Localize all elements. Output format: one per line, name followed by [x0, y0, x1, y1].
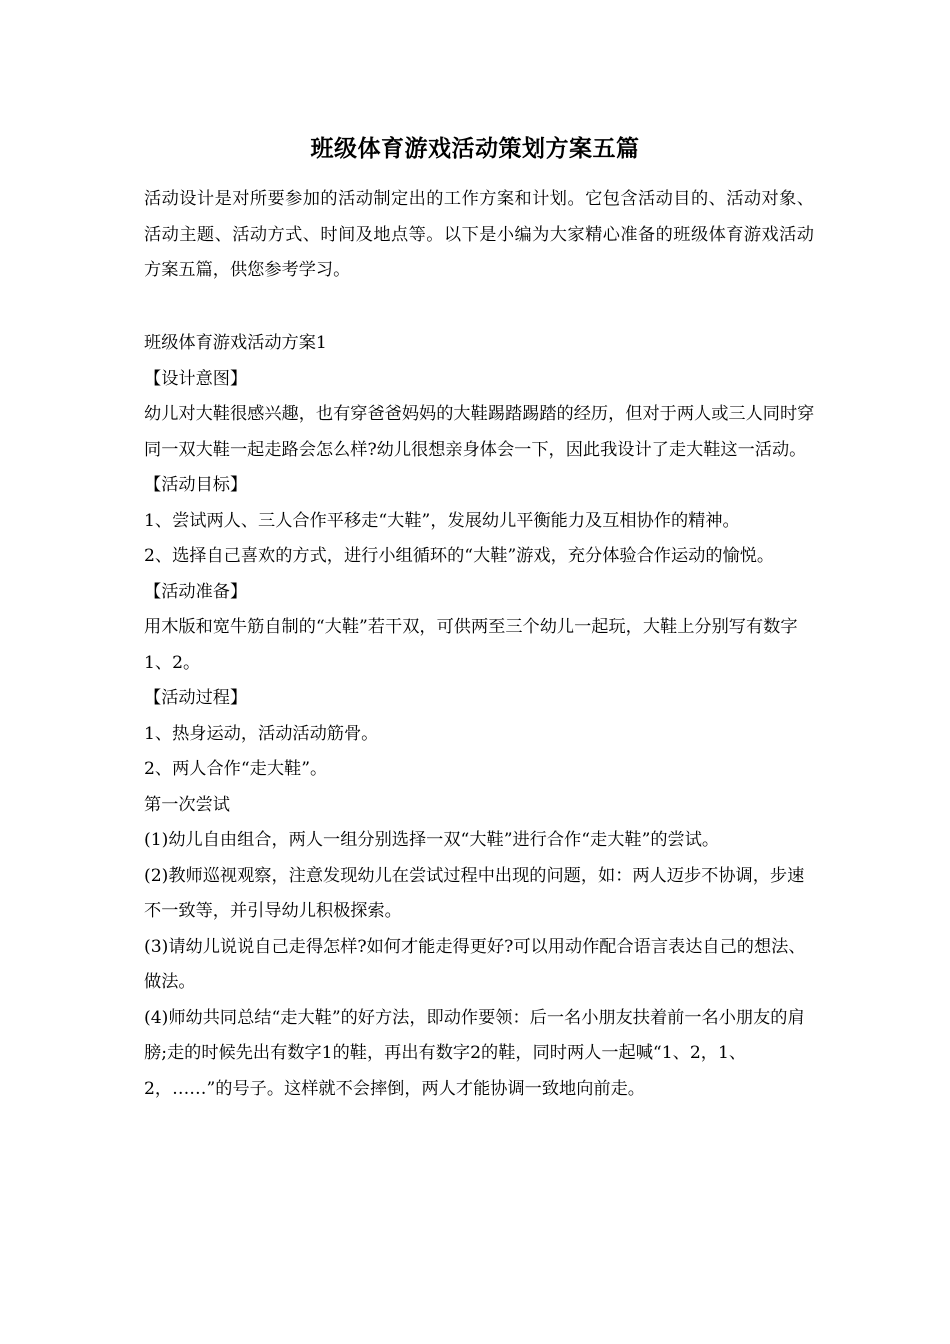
body-paragraph: 第一次尝试 [144, 794, 230, 815]
body-paragraph: 2、选择自己喜欢的方式，进行小组循环的“大鞋”游戏，充分体验合作运动的愉悦。 [144, 546, 775, 566]
body-paragraph: (4)师幼共同总结“走大鞋”的好方法，即动作要领：后一名小朋友扶着前一名小朋友的肩膀;走的时候先出有数字1的鞋，再出有数字2的鞋，同时两人一起喊“1、2，1、2，……”的号子。这样就不会摔倒，两人才能协调一致地向前走。 [144, 1007, 805, 1099]
body-paragraph: 1、尝试两人、三人合作平移走“大鞋”，发展幼儿平衡能力及互相协作的精神。 [144, 510, 740, 531]
subheading-process: 【活动过程】 [144, 688, 248, 708]
subheading-preparation: 【活动准备】 [144, 581, 248, 602]
body-paragraph: (1)幼儿自由组合，两人一组分别选择一双“大鞋”进行合作“走大鞋”的尝试。 [144, 830, 720, 850]
body-paragraph: (3)请幼儿说说自己走得怎样?如何才能走得更好?可以用动作配合语言表达自己的想法、做法。 [144, 936, 806, 992]
body-paragraph: 1、热身运动，活动活动筋骨。 [144, 723, 379, 744]
body-paragraph: 用木版和宽牛筋自制的“大鞋”若干双，可供两至三个幼儿一起玩，大鞋上分别写有数字1、2。 [144, 617, 798, 673]
body-paragraph: 幼儿对大鞋很感兴趣，也有穿爸爸妈妈的大鞋踢踏踢踏的经历，但对于两人或三人同时穿同一双大鞋一起走路会怎么样?幼儿很想亲身体会一下，因此我设计了走大鞋这一活动。 [144, 404, 815, 460]
document-title: 班级体育游戏活动策划方案五篇 [310, 135, 640, 162]
document-body [144, 326, 819, 1107]
intro-paragraph [144, 182, 814, 289]
body-paragraph: (2)教师巡视观察，注意发现幼儿在尝试过程中出现的问题，如：两人迈步不协调，步速不一致等，并引导幼儿积极探索。 [144, 865, 805, 921]
intro-text: 活动设计是对所要参加的活动制定出的工作方案和计划。它包含活动目的、活动对象、活动主题、活动方式、时间及地点等。以下是小编为大家精心准备的班级体育游戏活动方案五篇，供您参考学习。 [144, 189, 814, 280]
subheading-design-intent: 【设计意图】 [144, 368, 248, 389]
subheading-goals: 【活动目标】 [144, 475, 248, 495]
body-paragraph: 2、两人合作“走大鞋”。 [144, 759, 328, 779]
section-heading: 班级体育游戏活动方案1 [144, 333, 327, 353]
